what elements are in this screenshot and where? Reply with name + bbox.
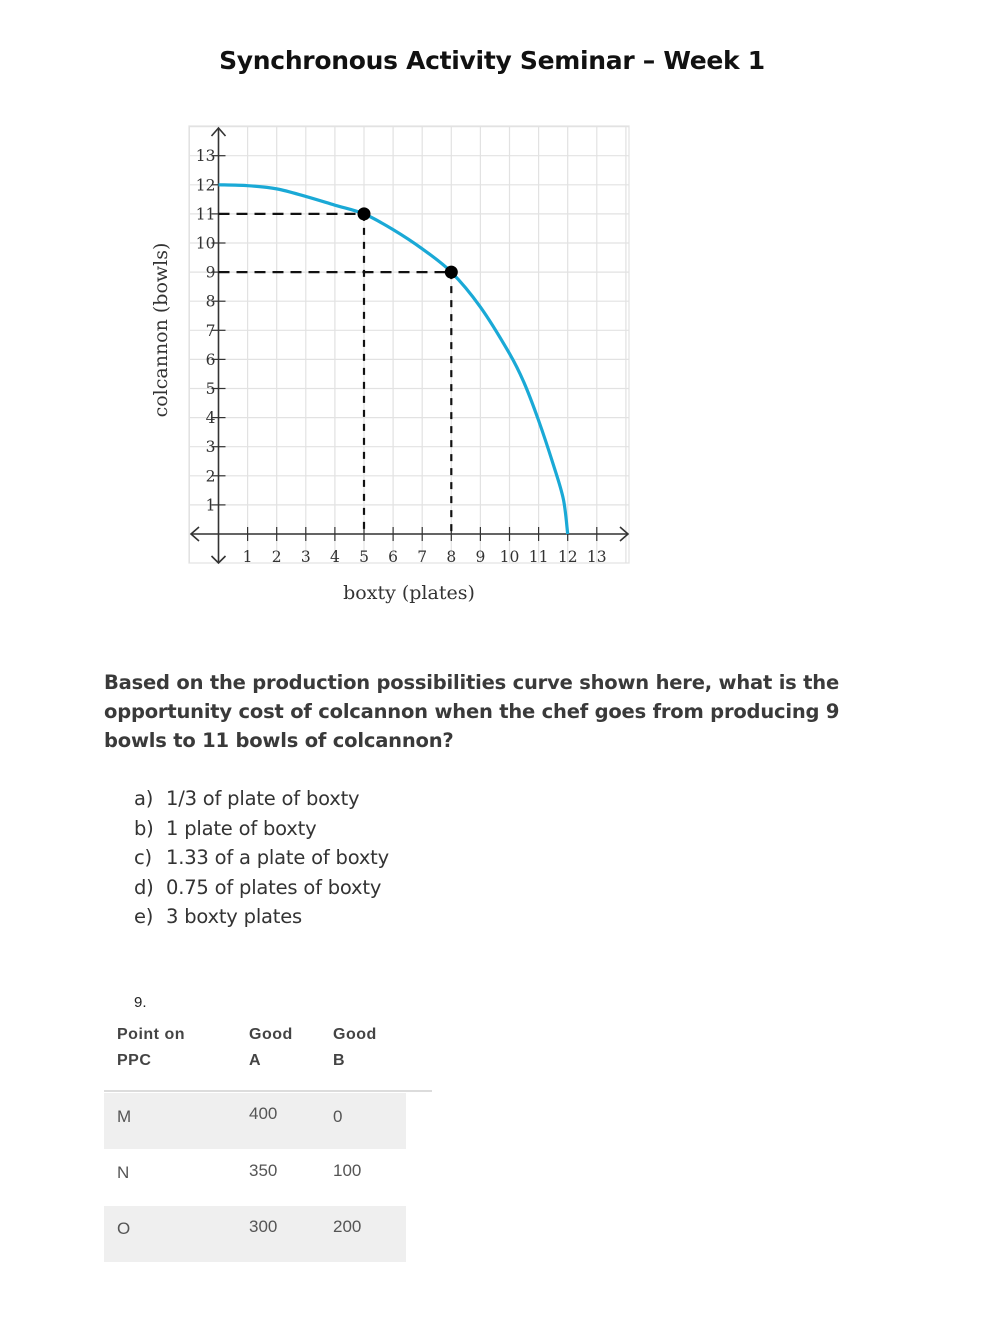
cell-point: N — [117, 1163, 130, 1182]
chart-ticks — [196, 147, 607, 566]
y-tick-label: 9 — [205, 263, 216, 282]
y-tick-label: 1 — [205, 496, 216, 515]
ppc-point-marker — [358, 207, 371, 220]
cell-good-b: 100 — [333, 1161, 362, 1180]
option-e[interactable] — [134, 902, 389, 932]
header-point-on-ppc — [117, 1022, 185, 1074]
header-good-b — [333, 1022, 377, 1074]
y-tick-label: 10 — [195, 234, 216, 253]
x-tick-label: 4 — [329, 548, 340, 566]
cell-point: O — [117, 1219, 131, 1238]
y-tick-label: 3 — [205, 438, 216, 457]
x-tick-label: 2 — [271, 548, 282, 566]
y-tick-label: 4 — [205, 409, 216, 428]
x-tick-label: 7 — [417, 548, 428, 566]
y-tick-label: 2 — [205, 467, 216, 486]
cell-good-a: 350 — [249, 1161, 278, 1180]
header-line: Good — [249, 1026, 293, 1043]
option-c[interactable] — [134, 843, 389, 873]
x-tick-label: 3 — [300, 548, 311, 566]
question-number: 9. — [134, 994, 147, 1011]
option-letter: a) — [134, 787, 154, 810]
option-text: 1 plate of boxty — [166, 816, 317, 840]
header-line: A — [249, 1052, 262, 1069]
cell-good-b: 0 — [333, 1107, 343, 1126]
x-tick-label: 12 — [557, 548, 578, 566]
x-tick-label: 13 — [586, 548, 607, 566]
ppc-chart — [0, 0, 984, 620]
option-letter: d) — [134, 875, 154, 899]
option-b[interactable] — [134, 814, 389, 844]
question-text: Based on the production possibilities curve shown here, what is the opportunity cost of colcannon when the chef goes from producing 9 bowls to 11 bowls of colcannon? — [104, 671, 840, 752]
ppc-point-marker — [445, 266, 458, 279]
header-line: Point on — [117, 1026, 185, 1043]
option-letter: e) — [134, 905, 154, 928]
y-axis-label: colcannon (bowls) — [150, 242, 172, 418]
cell-point: M — [117, 1107, 132, 1126]
x-tick-label: 1 — [242, 548, 253, 566]
header-line: PPC — [117, 1052, 152, 1069]
cell-good-a: 300 — [249, 1217, 278, 1236]
y-tick-label: 6 — [205, 350, 216, 369]
option-d[interactable] — [134, 873, 389, 903]
option-text: 1/3 of plate of boxty — [166, 787, 360, 810]
x-tick-label: 9 — [475, 548, 486, 566]
cell-good-b: 200 — [333, 1217, 362, 1236]
y-tick-label: 12 — [195, 176, 216, 195]
option-text: 3 boxty plates — [166, 905, 302, 928]
option-text: 1.33 of a plate of boxty — [166, 846, 389, 869]
y-tick-label: 5 — [205, 380, 216, 398]
header-good-a — [249, 1022, 293, 1074]
y-tick-label: 7 — [205, 321, 216, 340]
x-tick-label: 11 — [528, 548, 549, 566]
x-tick-label: 5 — [359, 548, 369, 566]
page-title: Synchronous Activity Seminar – Week 1 — [219, 46, 765, 75]
x-tick-label: 10 — [499, 548, 520, 566]
answer-options — [134, 784, 389, 932]
y-tick-label: 13 — [195, 147, 216, 166]
x-tick-label: 6 — [388, 548, 399, 566]
cell-good-a: 400 — [249, 1104, 278, 1123]
option-letter: b) — [134, 816, 154, 840]
x-axis-label: boxty (plates) — [343, 582, 475, 604]
x-tick-label: 8 — [446, 548, 457, 566]
y-tick-label: 11 — [195, 205, 216, 224]
option-a[interactable] — [134, 784, 389, 814]
header-line: Good — [333, 1026, 377, 1043]
option-text: 0.75 of plates of boxty — [166, 875, 382, 899]
table-header-divider — [104, 1090, 432, 1092]
y-tick-label: 8 — [205, 292, 216, 311]
option-letter: c) — [134, 846, 152, 869]
header-line: B — [333, 1052, 346, 1069]
